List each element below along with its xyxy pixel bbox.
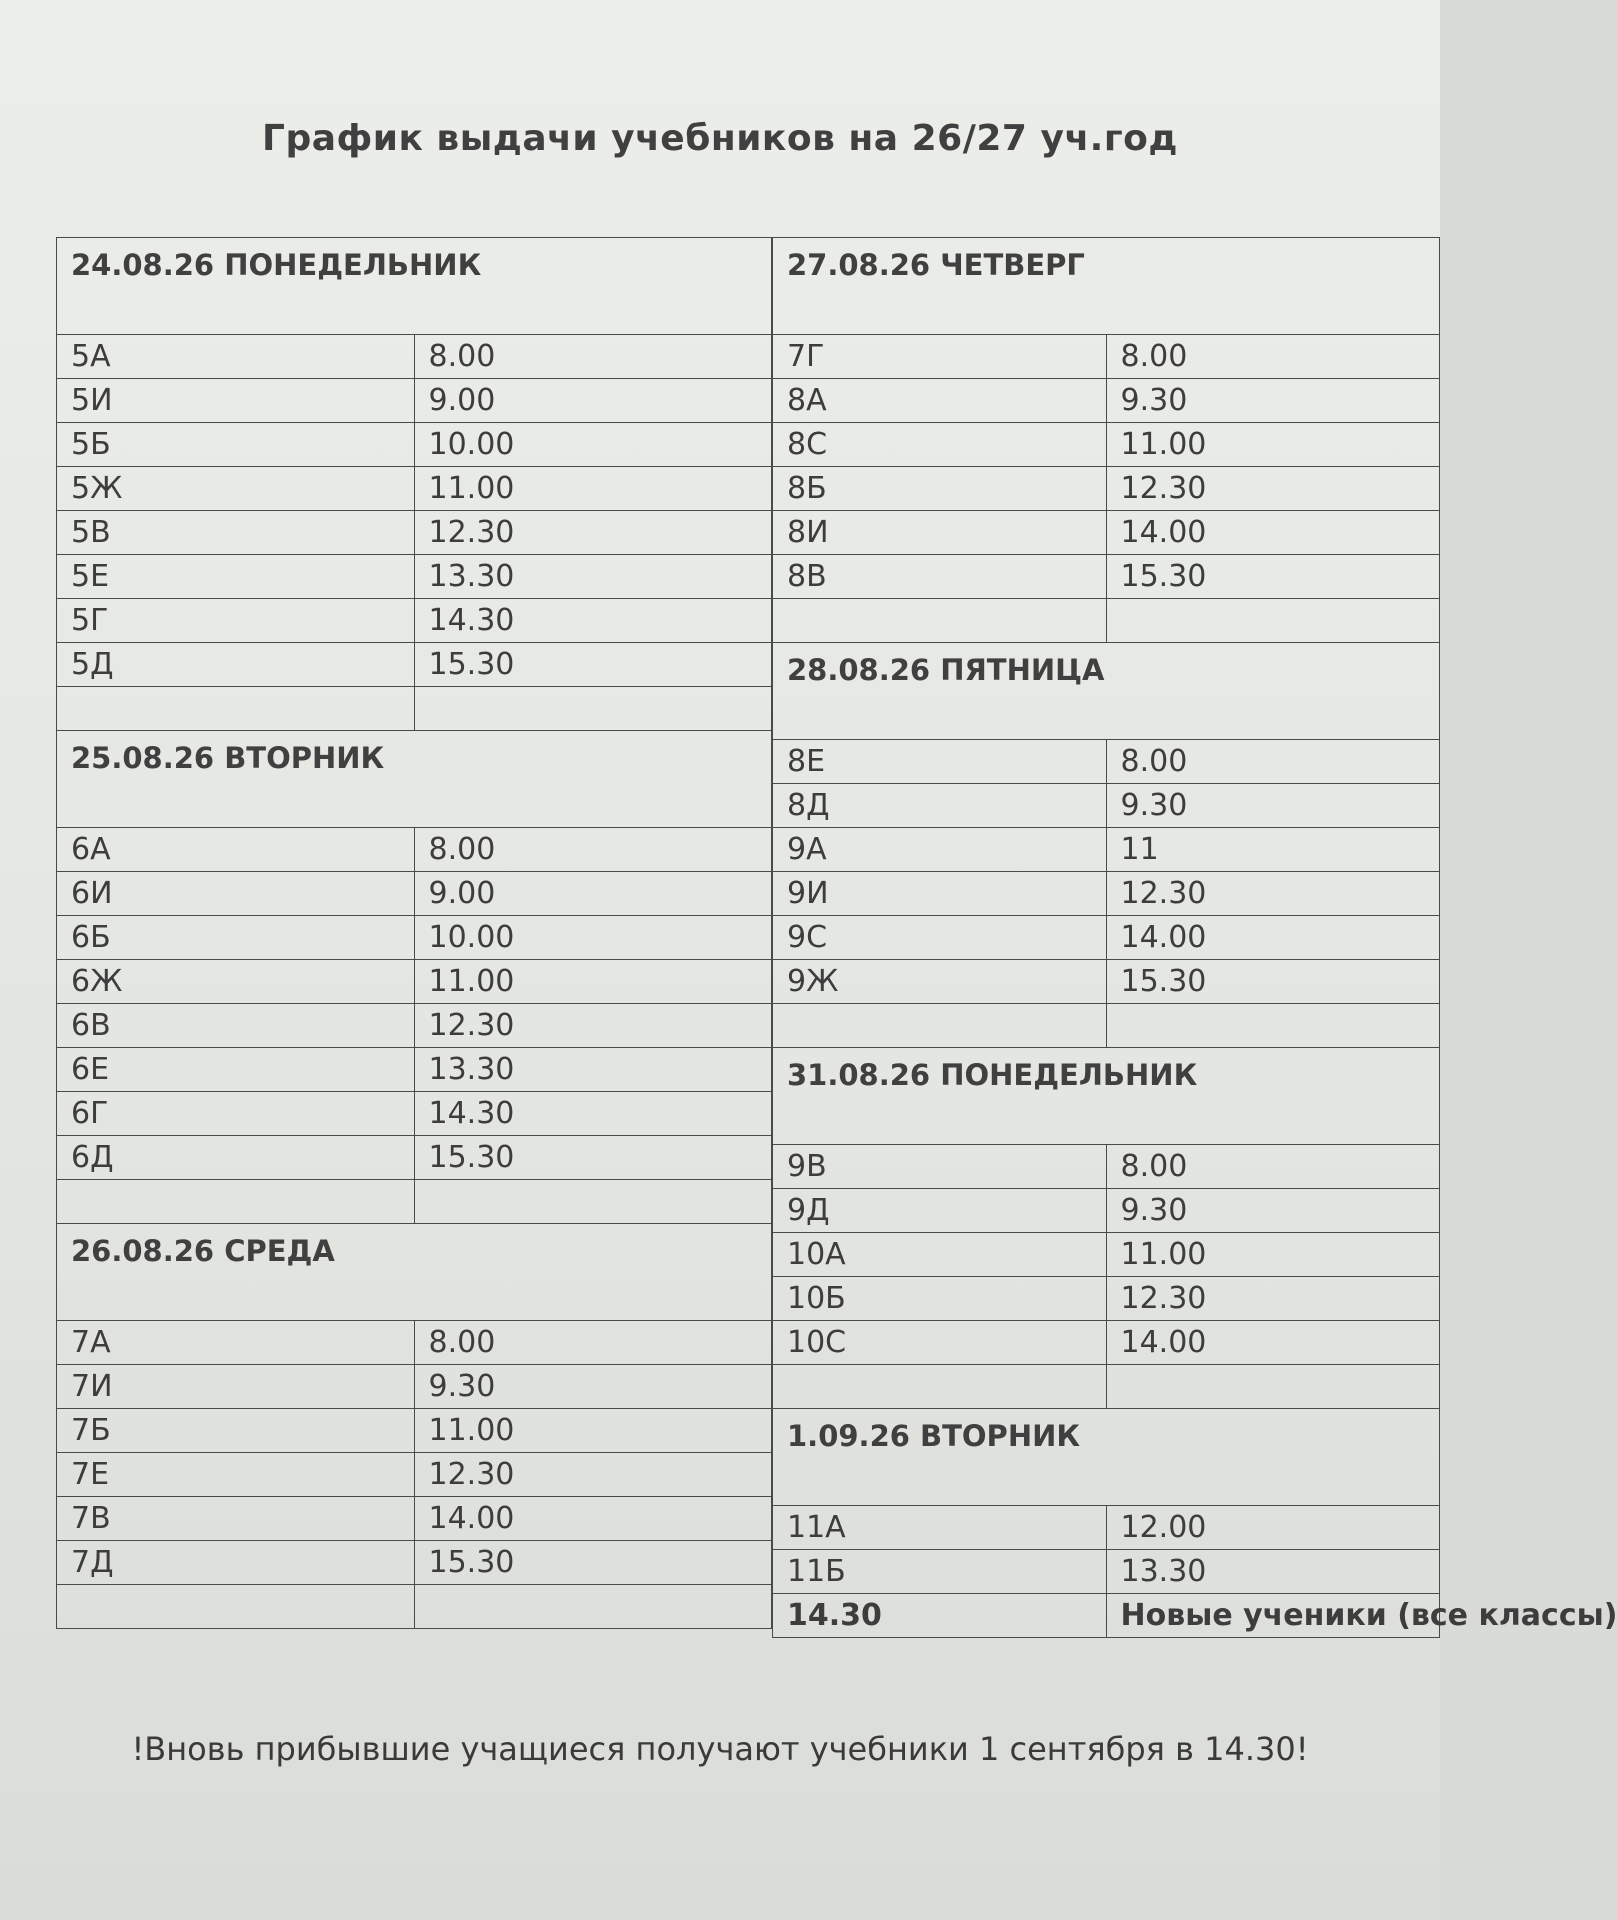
empty-cell bbox=[414, 687, 772, 731]
schedule-right-column bbox=[772, 237, 1617, 1638]
time-cell: 10.00 bbox=[414, 916, 772, 960]
empty-row bbox=[57, 1180, 772, 1224]
schedule-row bbox=[773, 1594, 1440, 1638]
class-cell: 7Д bbox=[57, 1541, 415, 1585]
day-header-row bbox=[57, 731, 772, 828]
time-cell: 14.30 bbox=[414, 1092, 772, 1136]
class-cell: 6Е bbox=[57, 1048, 415, 1092]
day-header: 27.08.26 ЧЕТВЕРГ bbox=[773, 238, 1440, 335]
schedule-row bbox=[773, 1550, 1440, 1594]
empty-row bbox=[773, 1004, 1440, 1048]
class-cell: 10А bbox=[773, 1233, 1107, 1277]
day-block bbox=[773, 1048, 1440, 1409]
day-block bbox=[773, 1409, 1617, 1638]
day-block bbox=[773, 238, 1440, 643]
schedule-row bbox=[773, 828, 1440, 872]
day-header: 1.09.26 ВТОРНИК bbox=[773, 1409, 1440, 1506]
time-cell: 13.30 bbox=[414, 555, 772, 599]
day-block bbox=[57, 238, 772, 731]
schedule-row bbox=[773, 1277, 1440, 1321]
class-cell: 6А bbox=[57, 828, 415, 872]
schedule-row bbox=[57, 1092, 772, 1136]
empty-cell bbox=[57, 1585, 415, 1629]
time-cell: 11.00 bbox=[414, 467, 772, 511]
schedule-row bbox=[773, 1321, 1440, 1365]
empty-cell bbox=[57, 687, 415, 731]
footer-note: !Вновь прибывшие учащиеся получают учебники 1 сентября в 14.30! bbox=[131, 1730, 1309, 1768]
empty-row bbox=[57, 1585, 772, 1629]
schedule-row bbox=[773, 1189, 1440, 1233]
empty-cell bbox=[414, 1180, 772, 1224]
schedule-row bbox=[57, 599, 772, 643]
class-cell: 7Г bbox=[773, 335, 1107, 379]
schedule-row bbox=[773, 423, 1440, 467]
page-title: График выдачи учебников на 26/27 уч.год bbox=[262, 118, 1178, 159]
time-cell: 15.30 bbox=[414, 1541, 772, 1585]
time-cell: 15.30 bbox=[1106, 555, 1440, 599]
time-cell: 9.30 bbox=[1106, 784, 1440, 828]
class-cell: 9Д bbox=[773, 1189, 1107, 1233]
time-cell: 12.00 bbox=[1106, 1506, 1440, 1550]
time-cell: 14.00 bbox=[1106, 1321, 1440, 1365]
empty-cell bbox=[773, 1004, 1107, 1048]
time-cell: 12.30 bbox=[1106, 1277, 1440, 1321]
time-cell: 12.30 bbox=[1106, 872, 1440, 916]
schedule-row bbox=[57, 643, 772, 687]
time-cell: 8.00 bbox=[1106, 1145, 1440, 1189]
schedule-row bbox=[57, 960, 772, 1004]
class-cell: 5В bbox=[57, 511, 415, 555]
time-cell: Новые ученики (все классы) bbox=[1106, 1594, 1440, 1638]
class-cell: 5Б bbox=[57, 423, 415, 467]
schedule-row bbox=[57, 511, 772, 555]
time-cell: 14.00 bbox=[1106, 916, 1440, 960]
class-cell: 8Е bbox=[773, 740, 1107, 784]
class-cell: 6И bbox=[57, 872, 415, 916]
class-cell: 9И bbox=[773, 872, 1107, 916]
schedule-row bbox=[57, 1541, 772, 1585]
schedule-row bbox=[773, 1145, 1440, 1189]
class-cell: 6Б bbox=[57, 916, 415, 960]
class-cell: 8В bbox=[773, 555, 1107, 599]
schedule-row bbox=[57, 335, 772, 379]
class-cell: 7И bbox=[57, 1365, 415, 1409]
schedule-row bbox=[57, 1048, 772, 1092]
empty-cell bbox=[773, 599, 1107, 643]
day-header: 24.08.26 ПОНЕДЕЛЬНИК bbox=[57, 238, 772, 335]
time-cell: 8.00 bbox=[414, 1321, 772, 1365]
time-cell: 14.00 bbox=[1106, 511, 1440, 555]
class-cell: 14.30 bbox=[773, 1594, 1107, 1638]
time-cell: 9.00 bbox=[414, 872, 772, 916]
class-cell: 6Г bbox=[57, 1092, 415, 1136]
class-cell: 8С bbox=[773, 423, 1107, 467]
time-cell: 15.30 bbox=[414, 1136, 772, 1180]
class-cell: 5Е bbox=[57, 555, 415, 599]
empty-cell bbox=[414, 1585, 772, 1629]
time-cell: 8.00 bbox=[414, 828, 772, 872]
day-header-row bbox=[773, 1048, 1440, 1145]
empty-cell bbox=[1106, 599, 1440, 643]
schedule-row bbox=[57, 1409, 772, 1453]
class-cell: 5И bbox=[57, 379, 415, 423]
class-cell: 9С bbox=[773, 916, 1107, 960]
day-block bbox=[57, 731, 772, 1224]
day-header-row bbox=[773, 238, 1440, 335]
schedule-row bbox=[57, 379, 772, 423]
class-cell: 9Ж bbox=[773, 960, 1107, 1004]
time-cell: 9.30 bbox=[414, 1365, 772, 1409]
time-cell: 13.30 bbox=[414, 1048, 772, 1092]
schedule-row bbox=[57, 423, 772, 467]
empty-row bbox=[773, 599, 1440, 643]
empty-row bbox=[773, 1365, 1440, 1409]
day-block bbox=[773, 643, 1440, 1048]
time-cell: 15.30 bbox=[1106, 960, 1440, 1004]
class-cell: 5А bbox=[57, 335, 415, 379]
class-cell: 11А bbox=[773, 1506, 1107, 1550]
schedule-row bbox=[57, 828, 772, 872]
schedule-row bbox=[773, 335, 1440, 379]
time-cell: 11.00 bbox=[414, 960, 772, 1004]
schedule-row bbox=[773, 916, 1440, 960]
schedule-row bbox=[773, 1506, 1440, 1550]
schedule-row bbox=[57, 1497, 772, 1541]
time-cell: 8.00 bbox=[1106, 335, 1440, 379]
class-cell: 10Б bbox=[773, 1277, 1107, 1321]
class-cell: 8Д bbox=[773, 784, 1107, 828]
class-cell: 7Е bbox=[57, 1453, 415, 1497]
class-cell: 6В bbox=[57, 1004, 415, 1048]
empty-row bbox=[57, 687, 772, 731]
time-cell: 11 bbox=[1106, 828, 1440, 872]
class-cell: 6Ж bbox=[57, 960, 415, 1004]
schedule-row bbox=[773, 784, 1440, 828]
schedule-row bbox=[57, 1365, 772, 1409]
class-cell: 7Б bbox=[57, 1409, 415, 1453]
schedule-row bbox=[57, 872, 772, 916]
day-header-row bbox=[773, 643, 1440, 740]
class-cell: 8А bbox=[773, 379, 1107, 423]
class-cell: 9В bbox=[773, 1145, 1107, 1189]
time-cell: 14.00 bbox=[414, 1497, 772, 1541]
time-cell: 11.00 bbox=[414, 1409, 772, 1453]
class-cell: 7А bbox=[57, 1321, 415, 1365]
class-cell: 6Д bbox=[57, 1136, 415, 1180]
time-cell: 15.30 bbox=[414, 643, 772, 687]
empty-cell bbox=[1106, 1365, 1440, 1409]
time-cell: 12.30 bbox=[414, 1453, 772, 1497]
time-cell: 9.30 bbox=[1106, 379, 1440, 423]
day-header: 25.08.26 ВТОРНИК bbox=[57, 731, 772, 828]
schedule-row bbox=[57, 916, 772, 960]
schedule-row bbox=[57, 555, 772, 599]
day-header: 31.08.26 ПОНЕДЕЛЬНИК bbox=[773, 1048, 1440, 1145]
day-header-row bbox=[57, 1224, 772, 1321]
schedule-row bbox=[773, 379, 1440, 423]
day-header-row bbox=[773, 1409, 1440, 1506]
schedule-row bbox=[773, 872, 1440, 916]
class-cell: 5Ж bbox=[57, 467, 415, 511]
class-cell: 10С bbox=[773, 1321, 1107, 1365]
schedule-row bbox=[773, 511, 1440, 555]
class-cell: 7В bbox=[57, 1497, 415, 1541]
time-cell: 14.30 bbox=[414, 599, 772, 643]
time-cell: 8.00 bbox=[414, 335, 772, 379]
empty-cell bbox=[773, 1365, 1107, 1409]
time-cell: 9.00 bbox=[414, 379, 772, 423]
time-cell: 12.30 bbox=[414, 1004, 772, 1048]
time-cell: 10.00 bbox=[414, 423, 772, 467]
class-cell: 8Б bbox=[773, 467, 1107, 511]
class-cell: 5Г bbox=[57, 599, 415, 643]
schedule-left-column bbox=[56, 237, 772, 1629]
schedule-row bbox=[57, 1004, 772, 1048]
day-header-row bbox=[57, 238, 772, 335]
schedule-row bbox=[57, 1453, 772, 1497]
day-block bbox=[57, 1224, 772, 1629]
schedule-row bbox=[57, 467, 772, 511]
schedule-row bbox=[773, 960, 1440, 1004]
empty-cell bbox=[1106, 1004, 1440, 1048]
empty-cell bbox=[57, 1180, 415, 1224]
schedule-row bbox=[773, 740, 1440, 784]
schedule-row bbox=[773, 1233, 1440, 1277]
day-header: 26.08.26 СРЕДА bbox=[57, 1224, 772, 1321]
day-header: 28.08.26 ПЯТНИЦА bbox=[773, 643, 1440, 740]
schedule-row bbox=[773, 555, 1440, 599]
time-cell: 8.00 bbox=[1106, 740, 1440, 784]
time-cell: 11.00 bbox=[1106, 1233, 1440, 1277]
time-cell: 11.00 bbox=[1106, 423, 1440, 467]
class-cell: 11Б bbox=[773, 1550, 1107, 1594]
time-cell: 13.30 bbox=[1106, 1550, 1440, 1594]
class-cell: 8И bbox=[773, 511, 1107, 555]
time-cell: 12.30 bbox=[414, 511, 772, 555]
class-cell: 9А bbox=[773, 828, 1107, 872]
time-cell: 12.30 bbox=[1106, 467, 1440, 511]
time-cell: 9.30 bbox=[1106, 1189, 1440, 1233]
class-cell: 5Д bbox=[57, 643, 415, 687]
schedule-row bbox=[57, 1321, 772, 1365]
schedule-row bbox=[773, 467, 1440, 511]
schedule-row bbox=[57, 1136, 772, 1180]
